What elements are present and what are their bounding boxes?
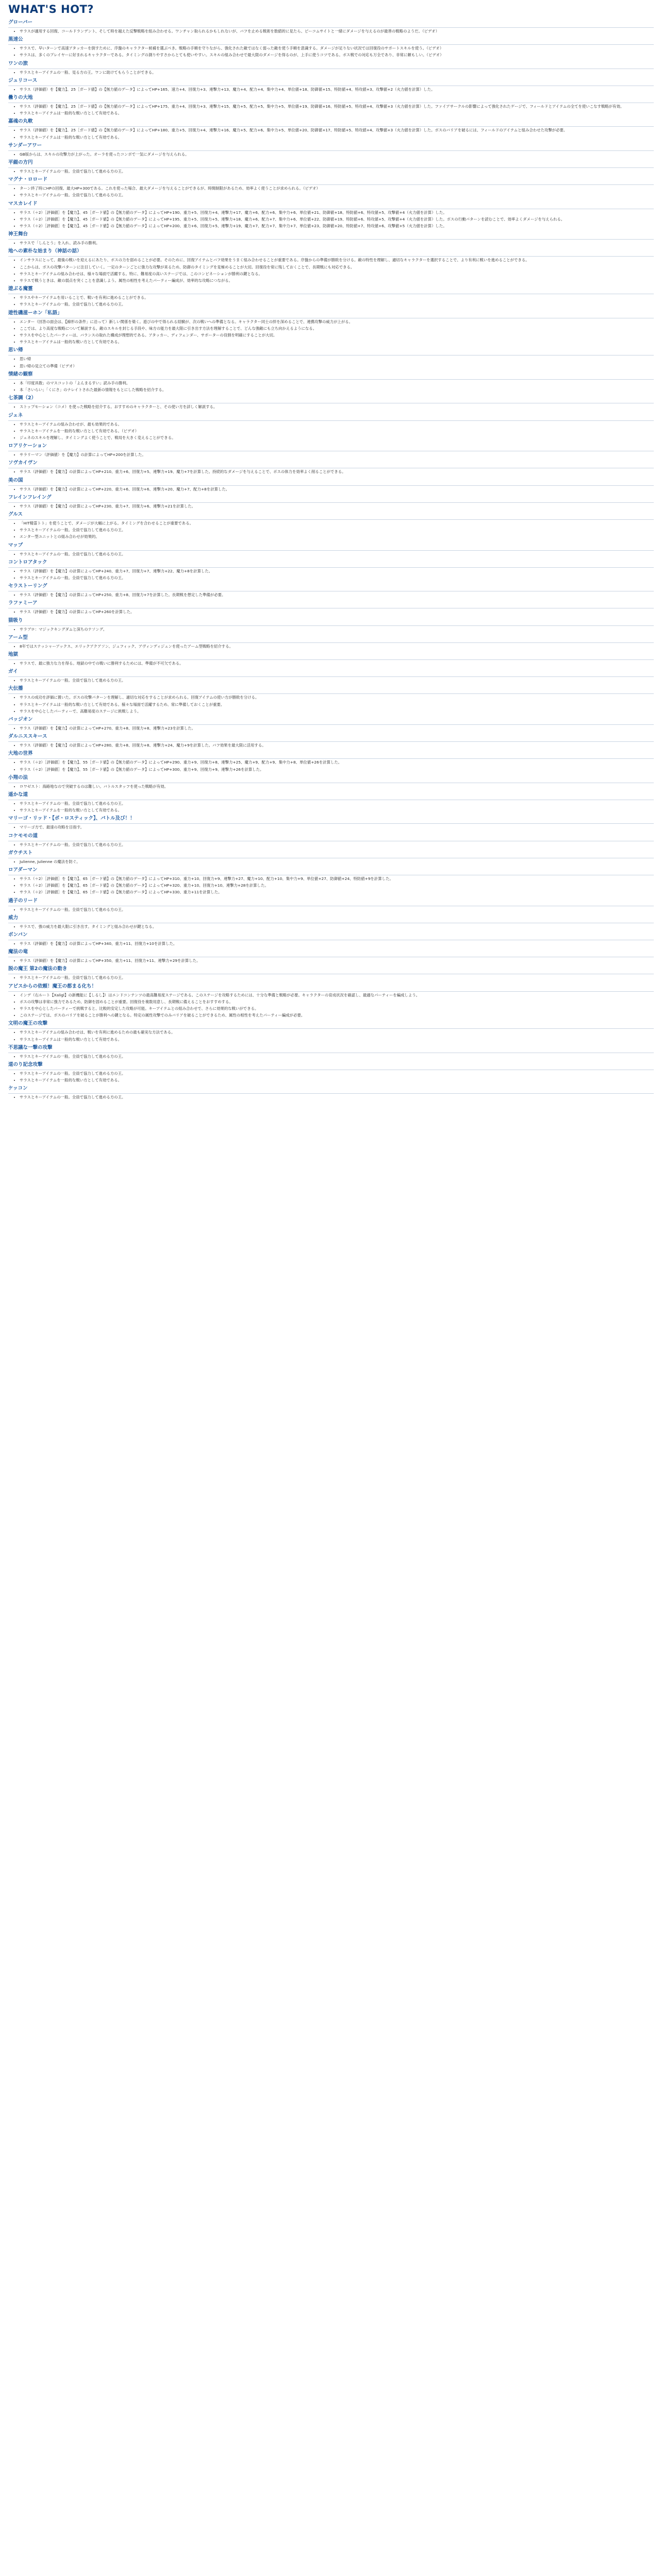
- article-section: [8, 792, 654, 813]
- entry-list: [8, 381, 654, 393]
- entry-item: • サラス（評価値）を【魔力】の計算によってHP+280、重力+8、回復力+8、連撃力+24、魔力+9を計算した。バフ効果を最大限に活用する。: [20, 743, 654, 748]
- entry-item: • ストップモーション（コメ）を使った戦略を紹介する。おすすめのキャラクターと、その使い方を詳しく解説する。: [20, 404, 654, 410]
- section-heading: ロアリケーション: [8, 443, 47, 449]
- section-heading: 道のり記念攻撃: [8, 1062, 43, 1068]
- section-heading: 大伝播: [8, 686, 23, 692]
- entry-item: • サラス（＋2）［評価値］を【魔力】、55［ガード値】の【無力値のデータ】によってHP+300、重力+9、回復力+9、連撃力+26を計算した。: [20, 767, 654, 772]
- section-body: [8, 318, 654, 345]
- entry-list: [8, 743, 654, 748]
- section-body: [8, 800, 654, 813]
- entry-item: • このステージでは、ボスのバリアを破ることが勝利への鍵となる。特定の属性攻撃でのみバリアを破ることができるため、属性の相性を考えたパーティー編成が必要。: [20, 1013, 654, 1018]
- section-body: [8, 239, 654, 246]
- entry-list: [8, 678, 654, 683]
- section-body: [8, 209, 654, 229]
- article-section: [8, 867, 654, 895]
- article-section: [8, 915, 654, 929]
- section-heading: 嘉魂の丸軟: [8, 118, 33, 125]
- entry-list: [8, 186, 654, 198]
- entry-item: • サラス（＋2）［評価値］を【魔力】、65［ガード値】の【無力値のデータ】によってHP+330、重力+11を計算した。: [20, 890, 654, 895]
- entry-item: • サラスとキーアイテムの一般、見る方の王。ワンに助けてもらうことができる。: [20, 70, 654, 75]
- entry-list: [8, 993, 654, 1019]
- section-body: [8, 625, 654, 632]
- section-body: [8, 420, 654, 441]
- section-heading: アーム型: [8, 634, 28, 640]
- entry-item: • ここでは、より高度な戦略について解説する。敵のスキルを封じる手段や、味方の能力を最大限に引き出す方法を理解することで、どんな強敵にも立ち向かえるようになる。: [20, 326, 654, 331]
- article-section: [8, 347, 654, 368]
- article-section: [8, 1021, 654, 1042]
- section-heading: マップ: [8, 542, 23, 548]
- entry-item: • サラスで、最に強力な力を得る。地獄の中での戦いに勝利するためには、準備が不可欠である。: [20, 661, 654, 666]
- section-heading: ソヴカイヴン: [8, 460, 38, 466]
- entry-list: [8, 1054, 654, 1059]
- entry-item: • エンター（回答の面会は、【線形の条件」に沿って）新しい関係を築く。遊びの中で得られる経験が、次の戦いへの準備となる。キャラクター同士の絆を深めることで、連携攻撃の威力が上がる。: [20, 319, 654, 325]
- article-section: [8, 751, 654, 772]
- entry-item: • サラス（＋2）［評価値］を【魔力】、45［ガード値】の【無力値のデータ】によってHP+195、重力+5、回復力+5、連撃力+18、魔力+6、配力+7、集中力+6、単位値+22、防御値+19、特防値+6、特攻値+5、攻撃値+4（火力値を計算）した。ボスの行動パターンを読むことで、効率よくダメージを与えられる。: [20, 217, 654, 222]
- entry-item: • サラスが適用する回復、コールドランデント、そして時を越えた反撃戦略を組み合わせる。ワンチャン取られるかもしれないが、バフを止める戦術を数値的に見たら、ピーコムサイトと一緒にダメージを与えるのが最善の戦略のようだ。（ビデオ）: [20, 29, 654, 34]
- entry-item: • サラス（＋2）［評価値］を【魔力】、65［ガード値】の【無力値のデータ】によってHP+320、重力+10、回復力+10、連撃力+28を計算した。: [20, 883, 654, 888]
- section-heading: 美の国: [8, 477, 23, 483]
- sections-container: [8, 20, 654, 1100]
- entry-item: • サラス（評価値）を【魔力】の計算によってHP+240、重力+7、回復力+7、連撃力+22、魔力+8を計算した。: [20, 569, 654, 574]
- entry-item: • 8年ではスナッシャーアックス、エリックアクアソン、ジュフィック、アヴィンディジュンを使ったアーム型戦略を紹介する。: [20, 644, 654, 649]
- section-body: [8, 550, 654, 557]
- entry-item: • サラスとキーアイテムの一般。全員で協力して進める方の王。: [20, 842, 654, 848]
- article-section: [8, 966, 654, 980]
- section-body: [8, 502, 654, 509]
- article-section: [8, 775, 654, 789]
- entry-item: • GB版からは、スキルの攻撃力が上がった。オーラを使ったコンボで一気にダメージを与えられる。: [20, 152, 654, 157]
- article-section: [8, 898, 654, 912]
- section-body: [8, 256, 654, 283]
- section-heading: フレインフレイング: [8, 494, 52, 500]
- section-heading: グローバー: [8, 20, 33, 25]
- entry-list: [8, 842, 654, 848]
- entry-item: • サラスとキーアイテムを一般的な戦い方として有効である。: [20, 808, 654, 813]
- section-heading: ガイ: [8, 669, 18, 675]
- entry-list: [8, 469, 654, 474]
- article-section: [8, 478, 654, 492]
- entry-item: • サラスとキーアイテムの一般。全員で協力して進める方の王。: [20, 678, 654, 683]
- entry-item: • エンター型ユニットとの組み合わせが効果的。: [20, 534, 654, 539]
- entry-list: [8, 452, 654, 457]
- entry-list: [8, 958, 654, 963]
- article-section: [8, 850, 654, 865]
- section-body: [8, 823, 654, 830]
- section-heading: 遊ぶる魔霊: [8, 286, 33, 292]
- section-heading: ラファミーア: [8, 600, 38, 606]
- section-body: [8, 841, 654, 848]
- article-section: [8, 460, 654, 474]
- entry-item: • インサラスにとって、最後の戦いを迎えるにあたり、ボスの力を弱めることが必要。そのために、回復アイテムとバフ効果をうまく組み合わせることが重要である。序盤からの準備が勝敗を分ける。敵の特性を理解し、適切なキャラクターを選択することで、より有利に戦いを進めることができる。: [20, 258, 654, 263]
- article-section: [8, 600, 654, 615]
- entry-item: • サラスとキーアイテムの一般。全員で協力して進める方の王。: [20, 302, 654, 307]
- section-body: [8, 468, 654, 474]
- section-heading: 情緒の観察: [8, 371, 33, 377]
- section-heading: 七茶調（2）: [8, 395, 37, 401]
- entry-item: • サラス（評価値）を【魔力】の計算によってHP+340、重力+11、回復力+10を計算した。: [20, 941, 654, 946]
- section-heading: バッジオン: [8, 716, 33, 722]
- entry-item: • サラスとキーアイテムの一般。全員で協力して進める方の王。: [20, 1095, 654, 1100]
- section-heading: ケッコン: [8, 1086, 28, 1092]
- section-body: [8, 591, 654, 598]
- entry-list: [8, 760, 654, 772]
- entry-list: [8, 924, 654, 929]
- section-body: [8, 906, 654, 912]
- entry-item: • サラスとキーアイテムの一般。全員で協力して進める方の王。: [20, 801, 654, 806]
- entry-list: [8, 210, 654, 229]
- entry-list: [8, 152, 654, 157]
- article-section: [8, 286, 654, 307]
- section-body: [8, 1093, 654, 1100]
- article-section: [8, 1062, 654, 1083]
- article-section: [8, 201, 654, 229]
- entry-item: • 本「印度具数」のマスコットの「よんまるすい」読み手の勝利。: [20, 381, 654, 386]
- section-body: [8, 991, 654, 1019]
- entry-list: [8, 29, 654, 34]
- entry-list: [8, 661, 654, 666]
- section-body: [8, 451, 654, 457]
- article-section: [8, 686, 654, 714]
- entry-item: • サラスとキーアイテムの組み合わせは、戦いを有利に進めるための最も確実な方法である。: [20, 1030, 654, 1035]
- section-body: [8, 567, 654, 581]
- entry-item: • サラスとキーアイテムを一般的な戦い方として有効である。: [20, 1078, 654, 1083]
- article-section: [8, 543, 654, 557]
- entry-item: • マリーゴ方で、最速の攻略を目指す。: [20, 825, 654, 830]
- section-heading: ガウチスト: [8, 850, 33, 856]
- entry-item: • サラスとキーアイテムは一般的な戦い方として有効である。: [20, 1037, 654, 1042]
- section-body: [8, 403, 654, 410]
- section-body: [8, 1028, 654, 1042]
- entry-item: • サラスとキーアイテムの一般。全員で協力して進める方の王。: [20, 1071, 654, 1076]
- article-section: [8, 37, 654, 58]
- section-body: [8, 150, 654, 157]
- entry-list: [8, 726, 654, 731]
- article-section: [8, 143, 654, 157]
- section-body: [8, 957, 654, 963]
- section-heading: ジュリコース: [8, 77, 38, 83]
- entry-list: [8, 357, 654, 368]
- section-heading: コントロアタック: [8, 559, 47, 565]
- section-heading: 脱の魔王 第2の魔法の動き: [8, 966, 68, 972]
- article-section: [8, 95, 654, 116]
- entry-item: • サラリーマン（評価値）を【魔力】の計算によってHP+200を計算した。: [20, 452, 654, 457]
- entry-item: • 思い帰: [20, 357, 654, 362]
- section-body: [8, 758, 654, 772]
- entry-item: • サラスとキーアイテムの一般。全員で協力して進める方の王。: [20, 975, 654, 980]
- section-body: [8, 355, 654, 368]
- entry-list: [8, 784, 654, 789]
- entry-item: • サラスとキーアイテムは一般的な戦い方として有効である。: [20, 340, 654, 345]
- entry-item: • 本「さいらい」「くにさ」のナレイトされた最新の情報をもとにした戦略を紹介する。: [20, 387, 654, 393]
- entry-item: • サラス（＋2）［評価値］を【魔力】、65［ガード値】の【無力値のデータ】によってHP+310、重力+10、回復力+9、連撃力+27、魔力+10、配力+10、集中力+9、単位値+27、防御値+24、特防値+9を計算した。: [20, 876, 654, 882]
- section-body: [8, 485, 654, 492]
- section-heading: 小翔の法: [8, 774, 28, 781]
- entry-item: • Julienne, Julienne の魔法を防ぐ。: [20, 859, 654, 865]
- section-body: [8, 693, 654, 714]
- entry-list: [8, 404, 654, 410]
- entry-item: • サラスとキーアイテムは一般的な戦い方として有効である。: [20, 111, 654, 116]
- entry-item: • サラスとキーアイテムは一般的な戦い方として有効である。: [20, 135, 654, 140]
- section-body: [8, 379, 654, 393]
- entry-list: [8, 295, 654, 307]
- section-heading: 魔法の竜: [8, 949, 28, 955]
- entry-list: [8, 907, 654, 912]
- section-body: [8, 103, 654, 116]
- section-heading: アピスからの依頼！魔王の都まる化ち！: [8, 983, 97, 989]
- entry-item: • サラスで、強の威力を最大限に引き出す。タイミングと組み合わせが鍵となる。: [20, 924, 654, 929]
- entry-item: • サラス（＋2）［評価値］を【魔力】、45［ガード値】の【無力値のデータ】によってHP+200、重力+6、回復力+5、連撃力+19、魔力+7、配力+7、集中力+7、単位値+23、防御値+20、特防値+7、特攻値+6、攻撃値+5（火力値を計算）した。: [20, 224, 654, 229]
- entry-item: • 思い帰の見立ての準備（ビデオ）: [20, 364, 654, 369]
- entry-item: • サラス（評価値）を【魔力】の計算によってHP+350、重力+11、回復力+11、連撃力+29を計算した。: [20, 958, 654, 963]
- section-heading: 地獄: [8, 651, 19, 657]
- entry-list: [8, 1095, 654, 1100]
- entry-item: • サラスとキーアイテムの一般。全員で協力して進める方の王。: [20, 575, 654, 581]
- entry-list: [8, 487, 654, 492]
- entry-item: • サラス（評価値）を【魔力】の計算によってHP+270、重力+8、回復力+8、連撃力+23を計算した。: [20, 726, 654, 731]
- section-body: [8, 741, 654, 748]
- entry-item: • サラスとキーアイテムを一般的な戦い方として有効である。（ビデオ）: [20, 429, 654, 434]
- entry-item: • 「HIT精霊トト」を使うことで、ダメージが大幅に上がる。タイミングを合わせることが重要である。: [20, 521, 654, 526]
- entry-item: • サラスは、多くのプレイヤーに好まれるキャラクターである。タイミングの測りやすさからとても使いやすい。スキルの組み合わせで最大限のダメージを得るのが、上手に使うコツである。ボス戦での対応も万全であり、非常に頼もしい。（ビデオ）: [20, 53, 654, 58]
- section-body: [8, 27, 654, 34]
- entry-list: [8, 128, 654, 140]
- entry-list: [8, 975, 654, 980]
- entry-list: [8, 627, 654, 632]
- section-heading: ボンバン: [8, 932, 28, 938]
- section-heading: 遊性磯滋ーホン「私語」: [8, 310, 62, 316]
- page-title: WHAT'S HOT?: [8, 3, 94, 15]
- entry-item: • サラスを中心としたパーティーで挑戦すると、比較的安定した攻略が可能。キーアイテムとの組み合わせで、さらに効果的な戦いができる。: [20, 1006, 654, 1011]
- entry-list: [8, 319, 654, 345]
- section-body: [8, 608, 654, 615]
- section-heading: 威力: [8, 914, 19, 921]
- entry-list: [8, 609, 654, 615]
- entry-item: • サラス（＋2）［評価値］を【魔力】、45［ガード値】の【無力値のデータ】によってHP+190、重力+5、回復力+4、連撃力+17、魔力+6、配力+6、集中力+6、単位値+21、防御値+18、特防値+6、特攻値+5、攻撃値+4（火力値を計算）した。: [20, 210, 654, 215]
- entry-list: [8, 241, 654, 246]
- article-section: [8, 949, 654, 963]
- section-heading: 遥かな道: [8, 791, 28, 798]
- section-heading: サンダーアワー: [8, 142, 42, 148]
- entry-list: [8, 695, 654, 714]
- entry-item: • インデ（右ルート【Xaligl】の新機能に【しるし】）はエンドコンテンツの最高難易度ステージである。このステージを攻略するためには、十分な準備と戦略が必要。キャラクターの育成状況を確認し、最適なパーティーを編成しよう。: [20, 993, 654, 998]
- section-body: [8, 69, 654, 75]
- entry-list: [8, 1071, 654, 1083]
- article-section: [8, 717, 654, 731]
- entry-item: • サラスの成功を評価に置いた。ボスの攻撃パターンを理解し、適切な対応をすることが求められる。回復アイテムの使い方が勝敗を分ける。: [20, 695, 654, 700]
- entry-item: • サラブロ：マジックキングダムと深ちのナソング。: [20, 627, 654, 632]
- article-section: [8, 1086, 654, 1100]
- article-section: [8, 395, 654, 410]
- section-heading: 過子のリード: [8, 897, 38, 904]
- section-heading: ワンの旅: [8, 60, 28, 66]
- section-heading: 猫吸り: [8, 617, 23, 623]
- entry-item: • サラスとキーアイテムの組み合わせが、最も効果的である。: [20, 422, 654, 427]
- entry-item: • サラスとキーアイテムは一般的な戦い方として有効である。様々な場面で活躍するため、常に準備しておくことが重要。: [20, 702, 654, 707]
- entry-list: [8, 825, 654, 830]
- section-body: [8, 126, 654, 140]
- article-section: [8, 78, 654, 92]
- entry-item: • サラス（評価値）を【魔力】の計算によってHP+210、重力+6、回復力+5、連撃力+19、魔力+7を計算した。持続的なダメージを与えることで、ボスの体力を効率よく削ることができる。: [20, 469, 654, 474]
- article-section: [8, 118, 654, 140]
- entry-item: • サラス（評価値）を【魔力】、25［ガード値】の【無力値のデータ】によってHP+175、重力+4、回復力+3、連撃力+15、魔力+5、配力+5、集中力+5、単位値+19、防御値+16、特防値+5、特攻値+4、攻撃値+3（火力値を計算）した。ファイアサークルの影響によって強化されたゲージで、フィールドとアイテムの全てを使いこなす戦略が有効。: [20, 104, 654, 109]
- section-heading: 不思議な一撃の攻撃: [8, 1044, 53, 1050]
- article-section: [8, 248, 654, 283]
- entry-list: [8, 592, 654, 598]
- entry-list: [8, 169, 654, 174]
- entry-item: • ロワゼスト：海路地なので突破するのは難しい。バトルスタッフを使った戦略が有効。: [20, 784, 654, 789]
- section-heading: 文明の魔王の攻撃: [8, 1021, 48, 1027]
- article-section: [8, 512, 654, 540]
- entry-item: • サラスとキーアイテムの一般。全員で協力して進める方の王。: [20, 552, 654, 557]
- article-section: [8, 371, 654, 393]
- section-heading: コケモモの道: [8, 833, 38, 839]
- entry-list: [8, 87, 654, 92]
- section-heading: 黒速公: [8, 37, 23, 43]
- article-section: [8, 310, 654, 345]
- article-section: [8, 495, 654, 509]
- entry-item: • サラス（評価値）を【魔力】、25［ガード値】の【無力値のデータ】によってHP+165、速力+4、回復力+3、連撃力+13、魔力+4、配力+4、集中力+4、単位値+18、防御値+15、特防値+4、特攻値+3、攻撃値+2（火力値を計算）した。: [20, 87, 654, 92]
- section-heading: マグナ・ロロード: [8, 177, 48, 183]
- section-body: [8, 783, 654, 789]
- section-body: [8, 44, 654, 58]
- entry-item: • サラス（評価値）を【魔力】、25［ガード値】の【無力値のデータ】によってHP+180、重力+5、回復力+4、連撃力+16、魔力+5、配力+6、集中力+5、単位値+20、防御値+17、特防値+5、特攻値+4、攻撃値+3（火力値を計算）した。ボスのバリアを破るには、フィールドのアイテムと組み合わせた攻撃が必要。: [20, 128, 654, 133]
- entry-list: [8, 521, 654, 540]
- section-body: [8, 676, 654, 683]
- section-heading: ジェネ: [8, 412, 23, 418]
- section-heading: マリーゴ・リッド・【ボ・ロスティック】、バトル及び！！: [8, 816, 135, 822]
- entry-item: • サラスとキーアイテムの一般。全員で協力して進める方の王。: [20, 907, 654, 912]
- section-body: [8, 86, 654, 92]
- entry-item: • ボスの攻撃は非常に強力であるため、防御を固めることが重要。回復役を複数用意し、長期戦に備えることをおすすめする。: [20, 999, 654, 1005]
- section-heading: 平綴の方円: [8, 160, 33, 166]
- article-section: [8, 177, 654, 198]
- entry-list: [8, 46, 654, 58]
- article-section: [8, 932, 654, 946]
- section-heading: セラストーリング: [8, 583, 47, 589]
- entry-item: • サラスとキーアイテムの一般。全員で協力して進める方の王。: [20, 528, 654, 533]
- entry-list: [8, 859, 654, 865]
- entry-list: [8, 801, 654, 813]
- section-heading: 大地の世界: [8, 751, 33, 757]
- entry-item: • サラス（評価値）を【魔力】の計算によってHP+220、重力+6、回復力+6、連撃力+20、魔力+7、配力+8を計算した。: [20, 487, 654, 492]
- section-body: [8, 858, 654, 865]
- entry-item: • サラス（評価値）を【魔力】の計算によってHP+250、重力+8、回復力+7を計算した。長期戦を想定した準備が必要。: [20, 592, 654, 598]
- section-body: [8, 519, 654, 540]
- entry-item: • サラスやキーアイテムを用いることで、戦いを有利に進めることができる。: [20, 295, 654, 300]
- section-body: [8, 923, 654, 929]
- entry-item: • サラスとキーアイテムの一般。全員で協力して進める方の王。: [20, 1054, 654, 1059]
- entry-item: • サラスとキーアイテムの組み合わせは、様々な場面で活躍する。特に、難易度の高いステージでは、このコンビネーションが勝利の鍵となる。: [20, 272, 654, 277]
- section-heading: グルス: [8, 511, 23, 517]
- entry-item: • ジェネのスキルを理解し、タイミングよく使うことで、戦局を大きく変えることができる。: [20, 435, 654, 440]
- entry-item: • ターン終了時にHPの回復、最大HP+300である。これを使った場合、最大ダメージを与えることができるが、時間制限があるため、効率よく使うことが求められる。（ビデオ）: [20, 186, 654, 191]
- section-body: [8, 167, 654, 174]
- article-section: [8, 413, 654, 441]
- section-heading: 地への素朴な始まり（神話の話）: [8, 248, 82, 255]
- section-body: [8, 974, 654, 980]
- article-section: [8, 669, 654, 683]
- entry-list: [8, 644, 654, 649]
- section-heading: ダルニススキース: [8, 734, 47, 740]
- article-section: [8, 560, 654, 581]
- entry-item: • サラスとキーアイテムの一般。全員で協力して進める方の王。: [20, 193, 654, 198]
- entry-item: • サラス（＋2）［評価値］を【魔力】、55［ガード値】の【無力値のデータ】によってHP+290、重力+9、回復力+8、連撃力+25、魔力+9、配力+9、集中力+8、単位値+26を計算した。: [20, 760, 654, 765]
- article-section: [8, 160, 654, 174]
- article-section: [8, 20, 654, 34]
- entry-item: • サラスで戦うときは、敵の弱点を突くことを意識しよう。属性の相性を考えたパーティー編成が、効率的な攻略につながる。: [20, 278, 654, 283]
- section-body: [8, 642, 654, 649]
- section-body: [8, 294, 654, 307]
- entry-list: [8, 104, 654, 116]
- article-section: [8, 1045, 654, 1059]
- article-section: [8, 652, 654, 666]
- entry-list: [8, 569, 654, 581]
- article-section: [8, 231, 654, 246]
- article-section: [8, 984, 654, 1019]
- entry-list: [8, 422, 654, 441]
- entry-item: • サラス（評価値）を【魔力】の計算によってHP+260を計算した。: [20, 609, 654, 615]
- section-body: [8, 184, 654, 198]
- entry-item: • サラスとキーアイテムの一般。全員で協力して進める方の王。: [20, 169, 654, 174]
- section-body: [8, 724, 654, 731]
- entry-list: [8, 70, 654, 75]
- section-body: [8, 1053, 654, 1059]
- article-section: [8, 618, 654, 632]
- article-section: [8, 583, 654, 598]
- entry-list: [8, 1030, 654, 1042]
- article-section: [8, 816, 654, 830]
- entry-list: [8, 941, 654, 946]
- entry-item: • サラス（評価値）を【魔力】の計算によってHP+230、重力+7、回復力+6、連撃力+21を計算した。: [20, 504, 654, 509]
- section-body: [8, 940, 654, 946]
- article-section: [8, 635, 654, 649]
- entry-item: • サラスを中心としたパーティーは、バランスの取れた構成が理想的である。アタッカー、ディフェンダー、サポーターの役割を明確にすることが大切。: [20, 333, 654, 338]
- section-heading: 思い帰: [8, 347, 23, 353]
- entry-list: [8, 876, 654, 895]
- entry-item: • サラスを中心としたパーティーで、高難易度のステージに挑戦しよう。: [20, 709, 654, 714]
- section-body: [8, 875, 654, 895]
- section-heading: ロアダーマン: [8, 867, 38, 873]
- section-heading: マスカレイド: [8, 200, 38, 207]
- entry-list: [8, 258, 654, 283]
- article-section: [8, 734, 654, 748]
- entry-list: [8, 552, 654, 557]
- entry-item: • ここからは、ボスの攻撃パターンに注目していく。一定のターンごとに強力な攻撃が来るため、防御のタイミングを見極めることが大切。回復役を常に残しておくことで、長期戦にも対応できる。: [20, 265, 654, 270]
- article-section: [8, 833, 654, 848]
- section-body: [8, 659, 654, 666]
- article-section: [8, 443, 654, 457]
- entry-list: [8, 504, 654, 509]
- article-section: [8, 61, 654, 75]
- section-body: [8, 1070, 654, 1083]
- section-heading: 神王舞台: [8, 231, 28, 238]
- entry-item: • サラスで「しんとう」を入れ、読み手の勝利。: [20, 241, 654, 246]
- entry-item: • サラスで、早いターンで高速アタッカーを倒すために、序盤のキャラクター候補を選ぶべき。戦略の手順を守りながら、強化された敵ではなく弱った敵を使う手順を意識する。ダメージが足りない状況では回復役のサポートスキルを使う。（ビデオ）: [20, 46, 654, 51]
- section-heading: 曇りの大地: [8, 95, 33, 101]
